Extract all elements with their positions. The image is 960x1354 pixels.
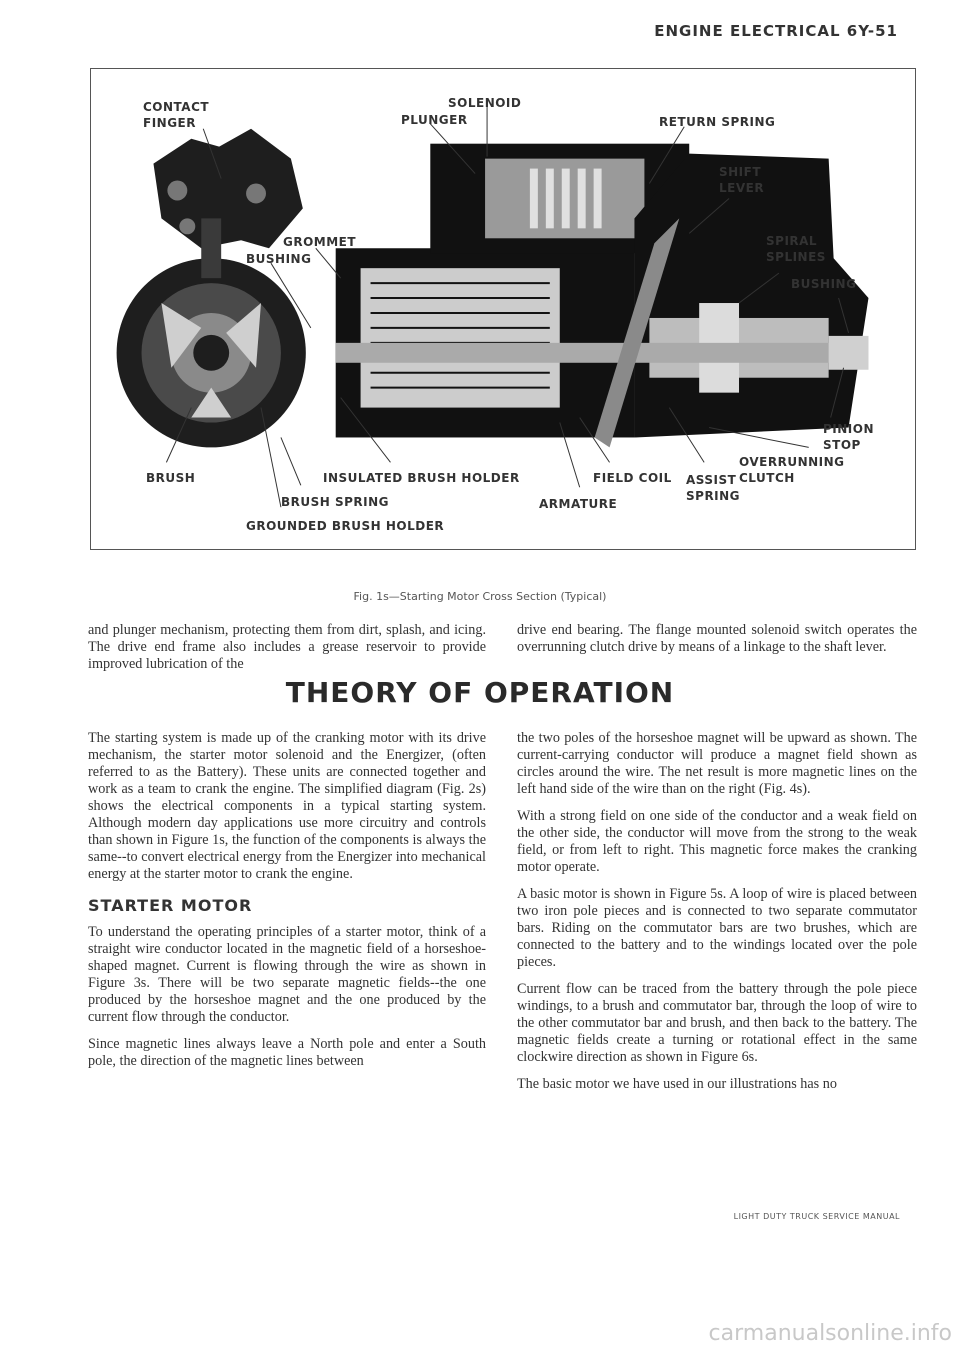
label-assist-spring: ASSIST SPRING [686, 473, 741, 503]
theory-right-paragraph-4: Current flow can be traced from the battery through the pole piece windings, to a brush and commutator bar, through the loop of wire to the other commutator bar and brush, and then back to the battery. The magnetic fields create a turning or rotational effect in the same clockwire direction as shown in Figure 6s. [517, 981, 917, 1065]
label-contact-finger: CONTACT FINGER [143, 100, 210, 130]
subheading-starter-motor: STARTER MOTOR [88, 896, 253, 915]
label-return-spring: RETURN SPRING [659, 115, 776, 129]
label-plunger: PLUNGER [401, 113, 468, 127]
label-pinion-stop: PINION STOP [823, 422, 875, 452]
theory-right-paragraph-1: the two poles of the horseshoe magnet will be upward as shown. The current-carrying conductor will produce a magnet field shown as circles around the wire. The net result is more magnetic lines on the left hand side of the wire than on the right (Fig. 4s). [517, 730, 917, 797]
header-section: ENGINE ELECTRICAL [654, 22, 841, 40]
theory-right-column [517, 730, 917, 1103]
theory-left-paragraph-2: To understand the operating principles of a starter motor, think of a straight wire conductor located in the magnetic field of a horseshoe-shaped magnet. Current is flowing through the wire as shown in Figure 3s. There will be two separate magnetic fields--the one produced by the horseshoe magnet and the one produced by the current flow through the conductor. [88, 924, 486, 1025]
intro-right-column [517, 622, 917, 666]
header-page-number: 6Y-51 [846, 22, 898, 40]
end-frame-view [117, 129, 306, 448]
intro-left-column [88, 622, 486, 683]
label-field-coil: FIELD COIL [593, 471, 672, 485]
theory-left-paragraph-3: Since magnetic lines always leave a North pole and enter a South pole, the direction of the magnetic lines between [88, 1036, 486, 1069]
motor-body [336, 144, 869, 448]
intro-left-paragraph: and plunger mechanism, protecting them from dirt, splash, and icing. The drive end frame also includes a grease reservoir to provide improved lubrication of the [88, 622, 486, 672]
label-brush: BRUSH [146, 471, 196, 485]
label-armature: ARMATURE [539, 497, 618, 511]
theory-right-paragraph-2: With a strong field on one side of the conductor and a weak field on the other side, the conductor will move from the strong to the weak field, or from left to right. This magnetic force makes the cranking motor operate. [517, 808, 917, 875]
label-bushing-right: BUSHING [791, 277, 857, 291]
intro-right-paragraph: drive end bearing. The flange mounted solenoid switch operates the overrunning clutch drive by means of a linkage to the shaft lever. [517, 622, 917, 655]
theory-right-paragraph-3: A basic motor is shown in Figure 5s. A loop of wire is placed between two iron pole pieces and is connected to two separate commutator bars. Riding on the commutator bars are two brushes, which are connected to the battery and to the windings located over the pole pieces. [517, 886, 917, 970]
page-header [654, 22, 898, 40]
theory-left-paragraph-1: The starting system is made up of the cranking motor with its drive mechanism, the starter motor solenoid and the Energizer, (often referred to as the Battery). These units are connected together and work as a team to crank the engine. The simplified diagram (Fig. 2s) shows the electrical components in a typical starting system. Although modern day applications use more circuitry and controls than shown in Figure 1s, the function of the components is always the same--to convert electrical energy from the Energizer into mechanical energy at the starter motor to crank the engine. [88, 730, 486, 882]
theory-left-column [88, 730, 486, 1080]
site-watermark: carmanualsonline.info [708, 1321, 952, 1346]
label-overrunning-clutch: OVERRUNNING CLUTCH [739, 455, 845, 485]
label-insulated-brush-holder: INSULATED BRUSH HOLDER [323, 471, 520, 485]
label-spiral-splines: SPIRAL SPLINES [766, 234, 826, 264]
manual-footer: LIGHT DUTY TRUCK SERVICE MANUAL [733, 1212, 900, 1221]
label-brush-spring: BRUSH SPRING [281, 495, 390, 509]
label-shift-lever: SHIFT LEVER [719, 165, 765, 195]
label-grounded-brush-holder: GROUNDED BRUSH HOLDER [246, 519, 445, 533]
label-grommet: GROMMET [283, 235, 357, 249]
label-bushing-left: BUSHING [246, 252, 312, 266]
label-solenoid: SOLENOID [448, 96, 522, 110]
figure-caption: Fig. 1s—Starting Motor Cross Section (Typical) [353, 590, 607, 603]
theory-right-paragraph-5: The basic motor we have used in our illustrations has no [517, 1076, 837, 1092]
figure-starting-motor [90, 68, 916, 550]
section-heading-theory-of-operation: THEORY OF OPERATION [285, 676, 675, 709]
